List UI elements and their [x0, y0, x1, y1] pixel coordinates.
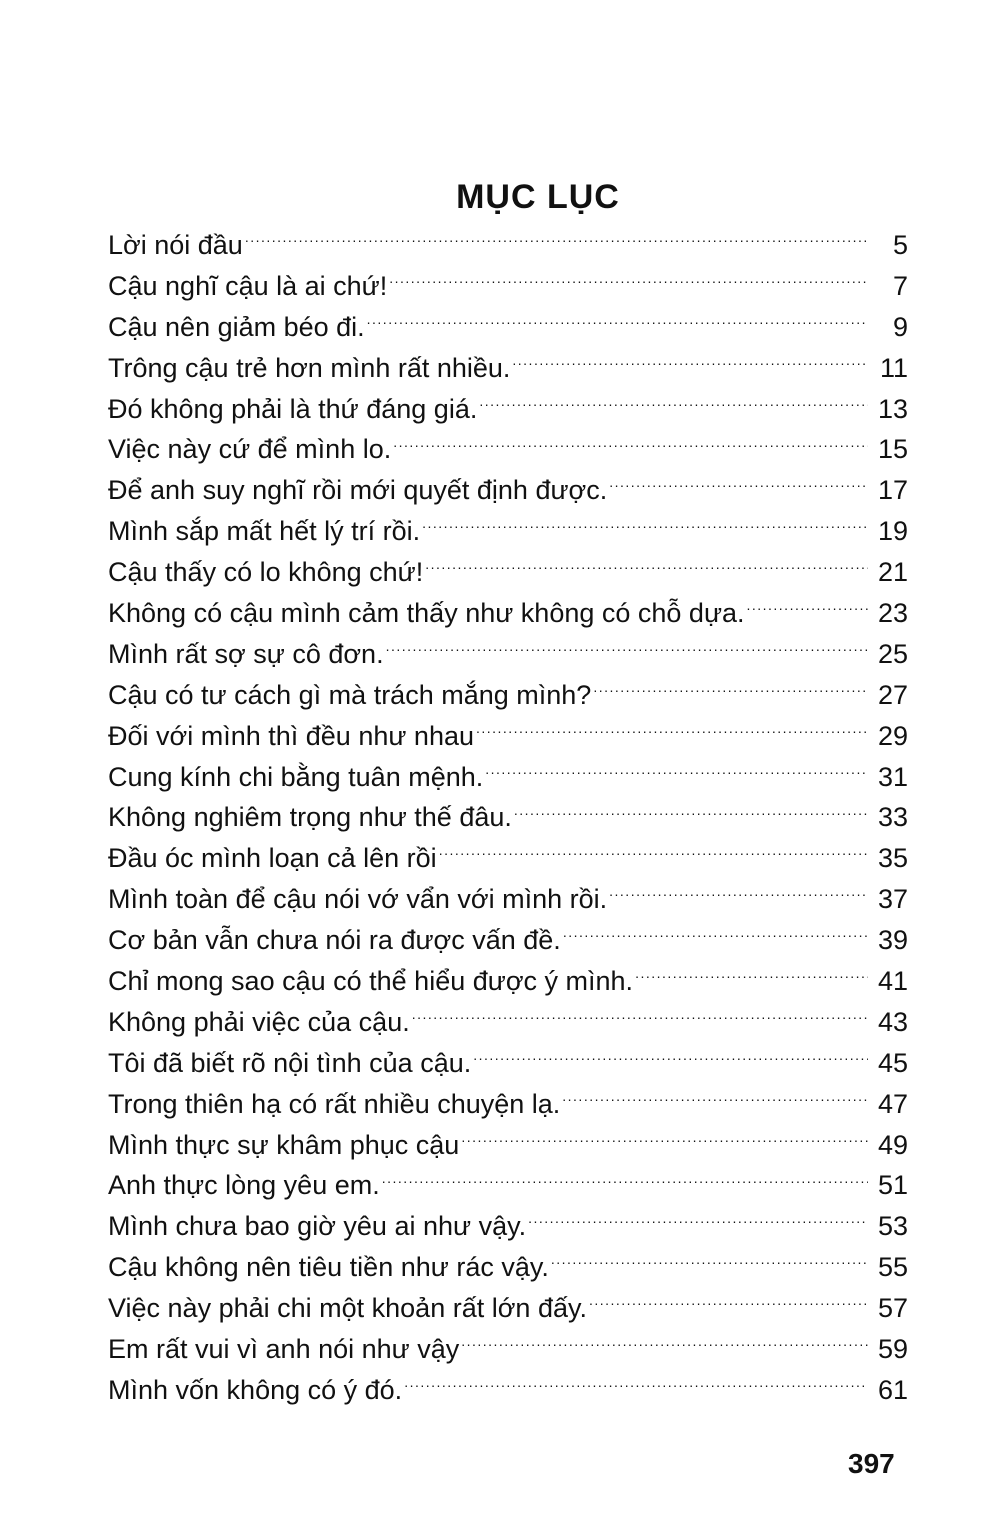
toc-dot-leader	[593, 677, 868, 704]
toc-entry-label: Cậu nghĩ cậu là ai chứ!	[108, 270, 388, 301]
toc-entry-label: Mình rất sợ sự cô đơn.	[108, 638, 384, 669]
toc-entry	[108, 348, 908, 389]
toc-entry-label: Việc này cứ để mình lo.	[108, 434, 392, 465]
toc-entry-label: Việc này phải chi một khoản rất lớn đấy.	[108, 1293, 587, 1324]
toc-entry-label: Đối với mình thì đều như nhau	[108, 720, 474, 751]
toc-dot-leader	[479, 391, 868, 418]
toc-dot-leader	[439, 840, 868, 867]
toc-entry-page: 49	[877, 1129, 908, 1160]
toc-entry-label: Trong thiên hạ có rất nhiều chuyện lạ.	[108, 1088, 561, 1119]
toc-entry-page: 37	[877, 884, 908, 915]
toc-entry	[108, 716, 908, 757]
toc-entry-label: Cậu có tư cách gì mà trách mắng mình?	[108, 679, 592, 710]
toc-entry-label: Trông cậu trẻ hơn mình rất nhiều.	[108, 352, 511, 383]
toc-entry-page: 33	[877, 802, 908, 833]
toc-entry	[108, 307, 908, 348]
toc-entry-label: Đầu óc mình loạn cả lên rồi	[108, 843, 437, 874]
toc-entry-page: 25	[877, 638, 908, 669]
page-number: 397	[848, 1448, 895, 1479]
toc-entry-page: 35	[877, 843, 908, 874]
toc-dot-leader	[512, 350, 868, 377]
toc-dot-leader	[563, 922, 868, 949]
toc-dot-leader	[528, 1208, 868, 1235]
toc-entry-page: 59	[877, 1334, 908, 1365]
toc-entry	[108, 593, 908, 634]
toc-entry-page: 47	[877, 1088, 908, 1119]
toc-entry-label: Chỉ mong sao cậu có thể hiểu được ý mình.	[108, 966, 634, 997]
toc-entry-label: Cậu không nên tiêu tiền như rác vậy.	[108, 1252, 549, 1283]
toc-entry-label: Lời nói đầu	[108, 230, 243, 260]
toc-entry	[108, 757, 908, 798]
toc-dot-leader	[382, 1167, 868, 1194]
toc-dot-leader	[476, 718, 868, 745]
toc-entry	[108, 797, 908, 838]
toc-dot-leader	[609, 472, 868, 499]
toc-dot-leader	[393, 431, 868, 458]
toc-entry-label: Cậu thấy có lo không chứ!	[108, 557, 424, 588]
toc-dot-leader	[245, 227, 868, 254]
toc-entry-page: 39	[877, 925, 908, 956]
toc-entry-label: Em rất vui vì anh nói như vậy	[108, 1334, 460, 1365]
toc-entry-label: Mình vốn không có ý đó.	[108, 1374, 403, 1405]
toc-entry-page: 31	[877, 761, 908, 792]
toc-dot-leader	[404, 1372, 868, 1399]
toc-entry-label: Cơ bản vẫn chưa nói ra được vấn đề.	[108, 925, 561, 956]
toc-entry	[108, 552, 908, 593]
toc-entry	[108, 1329, 908, 1370]
toc-dot-leader	[485, 759, 868, 786]
toc-entry-label: Cậu nên giảm béo đi.	[108, 311, 365, 342]
toc-entry-label: Mình thực sự khâm phục cậu	[108, 1129, 460, 1160]
toc-dot-leader	[551, 1249, 868, 1276]
toc-dot-leader	[609, 881, 868, 908]
toc-entry	[108, 389, 908, 430]
toc-entry-page: 5	[892, 230, 908, 260]
toc-entry	[108, 1043, 908, 1084]
toc-entry	[108, 879, 908, 920]
toc-entry-page: 41	[877, 966, 908, 997]
toc-dot-leader	[461, 1127, 868, 1154]
toc-entry	[108, 511, 908, 552]
toc-dot-leader	[425, 554, 868, 581]
toc-dot-leader	[367, 309, 868, 336]
toc-dot-leader	[514, 799, 868, 826]
toc-entry	[108, 1165, 908, 1206]
toc-entry-page: 57	[877, 1293, 908, 1324]
toc-dot-leader	[412, 1004, 868, 1031]
toc-entry-page: 43	[877, 1006, 908, 1037]
toc-dot-leader	[461, 1331, 868, 1358]
toc-entry	[108, 838, 908, 879]
toc-entry	[108, 1288, 908, 1329]
toc-entry-label: Mình toàn để cậu nói vớ vẩn với mình rồi.	[108, 884, 608, 915]
toc-entry-page: 55	[877, 1252, 908, 1283]
toc-title: MỤC LỤC	[456, 178, 620, 216]
toc-dot-leader	[386, 636, 868, 663]
toc-entry	[108, 675, 908, 716]
toc-entry	[108, 1002, 908, 1043]
toc-entry	[108, 961, 908, 1002]
toc-entry-label: Để anh suy nghĩ rồi mới quyết định được.	[108, 475, 608, 506]
toc-entry	[108, 470, 908, 511]
toc-entry-label: Anh thực lòng yêu em.	[108, 1170, 380, 1201]
toc-entry-page: 61	[877, 1374, 908, 1405]
toc-entry-label: Không có cậu mình cảm thấy như không có chỗ dựa.	[108, 598, 745, 629]
toc-entry-label: Tôi đã biết rõ nội tình của cậu.	[108, 1047, 472, 1078]
toc-entry-page: 17	[877, 475, 908, 506]
toc-dot-leader	[589, 1290, 868, 1317]
toc-entry-page: 45	[877, 1047, 908, 1078]
toc-dot-leader	[562, 1086, 868, 1113]
toc-entry-page: 19	[877, 516, 908, 547]
toc-entry-page: 15	[877, 434, 908, 465]
toc-entry-label: Cung kính chi bằng tuân mệnh.	[108, 761, 484, 792]
toc-entry-page: 53	[877, 1211, 908, 1242]
toc-entry-page: 27	[877, 679, 908, 710]
toc-entry-page: 21	[877, 557, 908, 588]
toc-dot-leader	[422, 513, 868, 540]
toc-entry-label: Không phải việc của cậu.	[108, 1006, 410, 1037]
toc-entry-label: Mình chưa bao giờ yêu ai như vậy.	[108, 1211, 527, 1242]
toc-entry-page: 23	[877, 598, 908, 629]
toc-entry-page: 51	[877, 1170, 908, 1201]
toc-dot-leader	[747, 595, 868, 622]
toc-entry-label: Mình sắp mất hết lý trí rồi.	[108, 516, 421, 547]
toc-entry-label: Không nghiêm trọng như thế đâu.	[108, 802, 512, 833]
toc-dot-leader	[389, 268, 868, 295]
toc-entry	[108, 225, 908, 266]
toc-entry-page: 11	[879, 352, 908, 383]
toc-dot-leader	[473, 1045, 868, 1072]
toc-entry	[108, 920, 908, 961]
toc-entry	[108, 1206, 908, 1247]
toc-entry	[108, 1370, 908, 1411]
toc-entry-page: 29	[877, 720, 908, 751]
toc-entry	[108, 1084, 908, 1125]
toc-entry	[108, 266, 908, 307]
toc-dot-leader	[635, 963, 868, 990]
toc-entry	[108, 1125, 908, 1166]
table-of-contents	[108, 225, 908, 1411]
toc-entry-page: 7	[892, 270, 908, 301]
toc-entry	[108, 634, 908, 675]
toc-entry-page: 9	[892, 311, 908, 342]
toc-entry	[108, 429, 908, 470]
toc-entry-label: Đó không phải là thứ đáng giá.	[108, 393, 478, 424]
toc-entry-page: 13	[877, 393, 908, 424]
toc-entry	[108, 1247, 908, 1288]
